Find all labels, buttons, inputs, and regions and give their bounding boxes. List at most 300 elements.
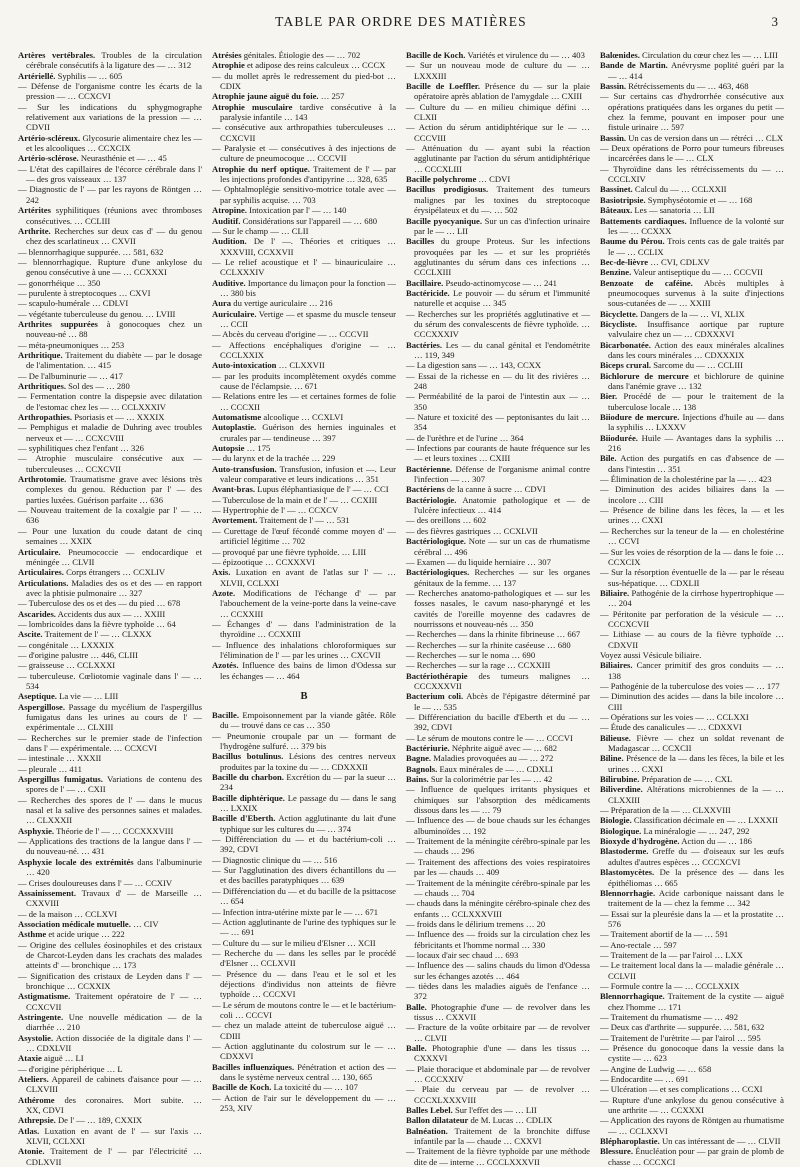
index-entry: — Sur certains cas d'hydrorrhée consécutive aux opérations pratiquées dans les organes du petit — chez la femme, pouvant en imposer pour une fistule urinaire … 597 xyxy=(600,91,784,133)
page-reference: CDXXVI xyxy=(708,722,742,733)
entry-text: — Péritonite par perforation de la vésicule — xyxy=(600,608,772,619)
page-reference: 415 xyxy=(98,360,112,371)
index-entry: Auto-intoxication … CLXXVII xyxy=(212,360,325,371)
index-entry: Artérites syphilitiques (réunions avec thromboses consécutives. … CCLIII xyxy=(18,205,202,226)
index-entry: — Présence du — dans l'eau et le sol et les déjections d'individus non atteints de fièvre typhoïde … CCCXVI xyxy=(212,968,396,1000)
entry-text: — Abcès du cerveau d'origine — xyxy=(212,329,327,340)
index-entry: Artério-scléreux. Glycosurie alimentaire chez les — et les alcooliques … CCXCIX xyxy=(18,132,202,154)
entry-text: — Traitement de la — par l'airol xyxy=(600,949,713,960)
entry-text: à gonocoques chez un nouveau-né xyxy=(26,318,202,340)
index-entry: Atropine. Intoxication par l' — … 140 xyxy=(212,205,347,216)
page-reference: 143 xyxy=(294,112,308,123)
page-reference: CLXXXII xyxy=(36,815,73,826)
index-entry: Aura du vertige auriculaire … 216 xyxy=(212,298,333,309)
entry-heading: Articulaire. xyxy=(18,546,61,557)
page-reference: CCXCV xyxy=(308,505,339,516)
index-entry: Blennorrhagique. Traitement de la cystite — aiguë chez l'homme … 171 xyxy=(600,991,785,1012)
index-entry: Atrophie du nerf optique. Traitement de l' — par les injections profondes d'antipyrine … 328, 635 xyxy=(212,163,397,185)
page-reference: 312 xyxy=(178,60,192,71)
index-entry: Ascite. Traitement de l' — … CLXXX xyxy=(18,629,152,640)
page-reference: 326 xyxy=(131,443,144,454)
entry-text: — par les produits incomplètement oxydés comme cause de l'éclampsie. xyxy=(212,370,396,391)
page-reference: 241 xyxy=(544,277,557,288)
entry-text: Présence du — sur la plaie opératoire après ablation de l'amygdale xyxy=(414,81,590,102)
index-entry: Asphyxie locale des extrémités dans l'albuminurie … 420 xyxy=(18,856,202,878)
index-entry: — Étude des canalicules — … CDXXVI xyxy=(600,722,742,733)
entry-text: — Le traitement local dans la — maladie générale xyxy=(600,960,774,971)
page-reference: 119, 349 xyxy=(424,349,455,360)
entry-heading: Ataxie xyxy=(18,1053,42,1064)
entry-text: Rétrécissements du — xyxy=(628,81,706,92)
entry-text: — Traitement de la méningite cérébro-spinale par les — chauds xyxy=(406,836,590,857)
page-reference: 64 xyxy=(167,618,176,629)
page-reference: CCCXXIV xyxy=(424,1074,464,1085)
entry-text: — Recherches des spores de l' — dans le mucus nasal et la salive des personnes saines et malades. xyxy=(18,794,202,816)
index-entry: Bassin. Rétrécissements du — … 463, 468 xyxy=(600,81,749,92)
index-entry: — par les produits incomplètement oxydés comme cause de l'éclampsie. … 671 xyxy=(212,370,396,391)
page-reference: CCCXCI xyxy=(643,1156,676,1167)
page-reference: 234 xyxy=(220,782,233,793)
entry-heading: Atrophie musculaire xyxy=(212,101,293,112)
page-reference: CCLXXXIV xyxy=(121,401,166,412)
page-reference: CCCXCVI xyxy=(702,856,741,867)
entry-text: Sol des — xyxy=(68,381,104,391)
entry-heading: Assainissement. xyxy=(18,887,77,898)
page-reference: 392, CDVI xyxy=(414,722,453,733)
page-reference: CCXCVI xyxy=(124,743,157,754)
index-entry: — Présence de biline dans les fèces, la — et les urines … CXXI xyxy=(600,505,784,526)
entry-text: Eaux minérales de — xyxy=(439,763,514,774)
index-entry: Biologie. Classification décimale en — … LXXXII xyxy=(600,815,778,826)
index-entry: Balnéation. Traitement de la bronchite diffuse infantile par la — chaude … CXXVI xyxy=(406,1125,590,1147)
page-reference: 492 xyxy=(725,1011,738,1022)
entry-text: Glycosurie alimentaire chez les — et les alcooliques xyxy=(26,132,202,154)
index-entry: — Pour une luxation du coude datant de cinq semaines … XXIX xyxy=(18,525,202,547)
index-entry: Aspergillus fumigatus. Variations de contenu des spores de l' — … CXII xyxy=(18,774,202,795)
entry-text: — végétante tuberculeuse du genou. xyxy=(18,308,144,319)
entry-text: Considérations sur l'appareil — xyxy=(242,215,352,226)
entry-text: Cancer primitif des gros conduits — xyxy=(636,660,772,671)
entry-text: Traumatisme grave avec lésions très complexes du genou. Réduction par l' — des parties luxées. Guérison parfaite xyxy=(26,474,202,505)
entry-text: — Essai sur la pleurésie dans la — et la prostatite xyxy=(600,908,774,919)
page-reference: 42 xyxy=(543,774,553,785)
page-reference: CCLXVI xyxy=(85,908,118,919)
index-entry: Bactériologique. Note — sur un cas de rhumatisme cérébral … 496 xyxy=(406,536,590,557)
index-entry: Avortement. Traitement de l' — … 531 xyxy=(212,515,350,526)
index-entry: Atrophie et adipose des reins calculeux … CCCX xyxy=(212,60,386,71)
page-reference: 531 xyxy=(336,515,350,526)
entry-text: et acide urique xyxy=(48,929,99,940)
page-reference: 602 xyxy=(473,515,487,526)
page-reference: CCLIII xyxy=(84,215,111,226)
index-entry: — congénitale … LXXXIX xyxy=(18,639,115,650)
entry-heading: Bains. xyxy=(406,774,429,785)
index-entry: — Examen — du liquide herniaire … 307 xyxy=(406,556,551,567)
entry-heading: Biline. xyxy=(600,753,624,764)
page-reference: CLXXX xyxy=(121,629,152,640)
entry-text: — Signification des cristaux de Leyden dans l' — bronchique xyxy=(18,970,202,991)
entry-text: alcoolique xyxy=(263,412,300,423)
index-entry: — gonorrhéique … 350 xyxy=(18,277,101,288)
page-reference: 210 xyxy=(67,1022,80,1033)
entry-text: Pneumococcie — endocardique et méningée xyxy=(26,546,202,567)
index-entry: Bichlorure de mercure et bichlorure de quinine dans l'anémie grave … 132 xyxy=(600,370,784,391)
page-reference: 222 xyxy=(111,929,125,940)
page-reference: CCXXXVI xyxy=(275,556,315,567)
page-reference: CCVI xyxy=(618,536,640,547)
entry-text: — Traitement du rhumatisme — xyxy=(600,1011,713,1022)
entry-text: Traitement de l' — xyxy=(259,515,324,526)
entry-text: Les — du canal génital et l'endométrite xyxy=(445,339,590,350)
entry-text: — Recherches — sur la rage xyxy=(406,660,506,671)
entry-heading: Avant-bras. xyxy=(212,484,256,495)
entry-heading: Bassin. xyxy=(600,81,627,92)
index-entry: Balle. Photographie d'une — de revolver dans les tissus … CXXVII xyxy=(406,1001,590,1022)
index-entry: — Défense de l'organisme contre les écarts de la pression — … CCXCVI xyxy=(18,81,202,102)
index-entry: Bacterium coli. Abcès de l'épigastre déterminé par le — … 535 xyxy=(406,691,591,712)
index-entry: — Origine des cellules éosinophiles et des cristaux de Charcot-Leyden dans les crachats des malades atteints d' — bronchique … 173 xyxy=(18,939,202,971)
page-reference: 253, XIV xyxy=(220,1103,253,1114)
index-entry: Arthritiques. Sol des — … 280 xyxy=(18,381,130,391)
index-entry: — Recherches — sur le noma … 690 xyxy=(406,649,536,660)
page-reference: 248 xyxy=(414,381,427,391)
page-reference: 605 xyxy=(109,70,123,81)
index-column-2 xyxy=(212,50,397,1114)
entry-heading: Aura xyxy=(212,298,232,309)
entry-text: La toxicité du — xyxy=(273,1082,333,1093)
entry-heading: Bicyclette. xyxy=(600,308,638,319)
entry-heading: Bactéries. xyxy=(406,339,443,350)
entry-text: Action agglutinante du lait d'une typhique sur les cultures du — xyxy=(220,813,396,834)
index-entry: Balles Lebel. Sur l'effet des — … LII xyxy=(406,1105,537,1116)
page-reference: CDVI xyxy=(524,484,546,495)
page-reference: CCXCVII xyxy=(85,463,122,474)
entry-text: — froids dans le délirium tremens xyxy=(406,918,524,929)
page-reference: CIII xyxy=(649,494,664,505)
index-entry: — Thyroïdine dans les rétrécissements du — … CCCLXIV xyxy=(600,163,784,185)
page-reference: 502 xyxy=(504,205,518,216)
page-reference: 446, CLIII xyxy=(101,649,138,660)
index-entry: Bier. Procédé de — pour le traitement de la tuberculose locale … 138 xyxy=(600,391,785,412)
entry-text: Traitement de la bronchite diffuse infantile par la — chaude xyxy=(414,1125,590,1147)
entry-text: Traitement des tumeurs malignes par les toxines du streptocoque érysipélateux et du —. xyxy=(414,184,590,216)
page-reference: CCCLXIII xyxy=(414,267,452,278)
entry-heading: Auditive. xyxy=(212,277,246,288)
page-reference: 639 xyxy=(331,875,345,886)
index-entry: — Infection intra-utérine mixte par le — … 671 xyxy=(212,906,379,917)
page-reference: LXXXV xyxy=(655,422,687,433)
entry-heading: Bacillus botulinus. xyxy=(212,751,284,762)
page-reference: XXXVIII, CCXXVII xyxy=(220,246,294,257)
entry-text: — Diminution des acides — dans la bile incolore xyxy=(600,691,773,702)
entry-text: — Atténuation du — ayant subi la réaction agglutinante par l'action du sérum antidiphtérique xyxy=(406,143,590,164)
entry-heading: Azotés. xyxy=(212,660,239,671)
page-reference: CDLVI xyxy=(102,298,129,309)
entry-heading: Arthrotomie. xyxy=(18,474,67,485)
index-entry: Balœnides. Circulation du cœur chez les — … LIII xyxy=(600,50,778,60)
page-reference: CCXIII xyxy=(351,494,378,505)
index-entry: — Plaie du cerveau par — de revolver … CCCXLXXXVIII xyxy=(406,1084,590,1105)
entry-heading: Bichlorure de mercure xyxy=(600,370,689,381)
entry-text: — blennorrhagique. Rupture d'une ankylose du genou consécutive à une — xyxy=(18,256,202,278)
entry-heading: Autopsie xyxy=(212,443,245,454)
entry-text: — Essai de la richesse en — du lit des rivières xyxy=(406,370,579,381)
page-reference: 411 xyxy=(69,763,82,774)
entry-text: — Perméabilité de la paroi de l'intestin aux — xyxy=(406,391,578,402)
entry-text: — locaux d'air sec chaud xyxy=(406,949,493,960)
entry-heading: Auto-transfusion. xyxy=(212,463,277,474)
page-reference: 665 xyxy=(664,877,678,888)
index-entry: — Recherches sur les propriétés agglutinative et — du sérum des convalescents de fièvre typhoïde. … CCCXXXIV xyxy=(406,308,590,340)
entry-text: Dangers de la — xyxy=(640,308,699,319)
page-reference: 392, CDVI xyxy=(220,844,259,855)
page-reference: CCXCIX xyxy=(608,556,641,567)
entry-heading: Aseptique. xyxy=(18,691,57,702)
index-entry: Ateliers. Appareil de cabinets d'aisance pour — … CLXVIII xyxy=(18,1074,202,1095)
page-reference: 186 xyxy=(739,836,752,847)
entry-heading: Bicarbonatée. xyxy=(600,339,651,350)
entry-text: Recherches sur deux cas d' — du genou chez des scarlatineux xyxy=(26,225,202,247)
index-entry: — Formule contre la — … CCCLXXIX xyxy=(600,980,740,991)
index-entry: — Sur les voies de résorption de la — dans le foie … CCXCIX xyxy=(600,546,784,567)
entry-text: — du larynx et de la trachée xyxy=(212,453,310,464)
entry-text: — pleurale xyxy=(18,763,57,774)
page-reference: 691 xyxy=(241,927,255,938)
index-entry: Bagnols. Eaux minérales de — … CDXLI xyxy=(406,763,553,774)
entry-text: — Pathogénie de la tuberculose des voies — xyxy=(600,680,754,691)
page-reference: LIII xyxy=(764,50,778,60)
index-entry: — chez un malade atteint de tuberculose aiguë … CDIII xyxy=(212,1020,396,1041)
entry-heading: Bactériologie. xyxy=(406,494,457,505)
entry-heading: Atrésies xyxy=(212,50,242,60)
entry-text: — Recherche du — dans les selles par le procédé d'Elsner xyxy=(212,947,396,969)
index-entry: — Deux opérations de Porro pour tumeurs fibreuses incarcérées dans le — … CLX xyxy=(600,143,784,164)
page-reference: CCLXXXIV xyxy=(220,267,265,278)
entry-heading: Asthme xyxy=(18,929,47,940)
entry-heading: Bacille d'Eberth. xyxy=(212,813,276,824)
entry-heading: Biiodurée. xyxy=(600,432,638,443)
entry-heading: Automatisme xyxy=(212,412,262,423)
entry-text: — Relations entre les — et certaines formes de folie xyxy=(212,391,396,402)
entry-text: — Action agglutinante de l'urine des typhiques sur le — xyxy=(212,916,396,938)
entry-text: — Application des rayons de Röntgen au rhumatisme — xyxy=(600,1115,785,1136)
index-entry: — Action du sérum antidiphtérique sur le — … CCCVIII xyxy=(406,122,590,143)
entry-text: Transfusion, infusion et —. Leur valeur comparative et leurs indications xyxy=(220,463,396,485)
entry-text: Calcul du — xyxy=(634,184,679,195)
index-entry: — Sur le champ — … CLII xyxy=(212,225,309,236)
entry-text: — Affections encéphaliques d'origine — xyxy=(212,339,379,350)
page-reference: 140 xyxy=(333,205,347,216)
entry-heading: Ascarides. xyxy=(18,608,56,619)
page-reference: 364 xyxy=(510,432,524,443)
index-entry: Bassinet. Calcul du — … CCLXXII xyxy=(600,184,727,195)
page-reference: 242 xyxy=(26,194,39,205)
page-reference: 658 xyxy=(698,1063,712,1074)
index-entry: — Deux cas d'arthrite — suppurée. … 581, 632 xyxy=(600,1022,765,1033)
page-reference: 680 xyxy=(364,215,378,226)
page-reference: 654 xyxy=(230,896,244,907)
index-entry: Bâteaux. Les — sanatoria … LII xyxy=(600,205,715,216)
page-reference: CCXI xyxy=(742,1084,763,1095)
entry-text: Fièvre — chez un soldat revenant de Madagascar xyxy=(608,732,784,754)
page-reference: CDXLII xyxy=(670,577,700,588)
index-entry: — Influence des — salins chauds du limon d'Odessa sur les échanges azotés … 464 xyxy=(406,960,590,981)
index-column-1 xyxy=(18,50,203,1167)
entry-text: — congénitale xyxy=(18,639,69,650)
index-entry: Bactériurie. Néphrite aiguë avec — … 682 xyxy=(406,743,558,754)
index-entry: — froids dans le délirium tremens … 20 xyxy=(406,918,546,929)
page-reference: CCLXXXVIII xyxy=(451,908,502,919)
entry-text: Sur un cas d'infection urinaire par le — xyxy=(414,215,590,236)
entry-heading: Bactériens xyxy=(406,484,445,495)
page-reference: 45 xyxy=(158,153,167,164)
index-entry: — d'origine palustre … 446, CLIII xyxy=(18,649,138,660)
page-reference: CLXXVIII xyxy=(692,805,731,816)
entry-text: — Deux cas d'arthrite — suppurée. xyxy=(600,1022,722,1033)
entry-text: — Recherches anatomo-pathologiques et — sur les fosses nasales, le cavum naso-pharyngé et les cavités de l'oreille moyenne des cadavres de nourrissons et nouveau-nés xyxy=(406,587,590,629)
index-entry: — graisseuse … CCLXXXI xyxy=(18,660,116,671)
entry-text: — Diminution des acides biliaires dans la — incolore xyxy=(600,484,784,505)
entry-heading: Atlas. xyxy=(18,1125,40,1136)
index-entry: — Traitement de la méningite cérébro-spinale par les — chauds … 704 xyxy=(406,877,590,898)
entry-text: — Pour une luxation du coude datant de cinq semaines xyxy=(18,525,202,547)
entry-text: Pathogénie de la cirrhose hypertrophique — xyxy=(631,587,785,598)
index-entry: — de l'urèthre et de l'urine … 364 xyxy=(406,432,524,443)
page-reference: CCCXXXVII xyxy=(414,680,462,691)
entry-text: Un cas intéressant de — xyxy=(661,1136,746,1147)
entry-text: — Traitement des affections des voies respiratoires par les — chauds xyxy=(406,856,590,878)
index-entry: — Lithiase — au cours de la fièvre typhoïde … CDXVII xyxy=(600,629,784,650)
entry-heading: Atrophie du nerf optique. xyxy=(212,163,310,174)
page-reference: CCXCVII xyxy=(26,1001,62,1012)
page-reference: 20 xyxy=(536,918,546,929)
entry-text: Accidents dus aux — xyxy=(57,608,132,619)
entry-heading: Auriculaire. xyxy=(212,308,257,319)
entry-text: — Fracture de la voûte orbitaire par — de revolver xyxy=(406,1022,590,1033)
page-reference: XCII xyxy=(357,937,376,948)
index-entry: Ataxie aiguë … LI xyxy=(18,1053,84,1064)
entry-text: — Traitement de la méningite cérébro-spinale par les — chauds xyxy=(406,877,590,898)
page-reference: CCCVI xyxy=(546,732,573,743)
index-entry: Auriculaire. Vertige — et spasme du muscle tenseur … CCII xyxy=(212,308,396,329)
entry-heading: Bâteaux. xyxy=(600,205,633,216)
entry-text: Variétés et virulence du — xyxy=(467,50,560,60)
page-reference: CCCLXXIX xyxy=(220,349,264,360)
page-reference: CLVII xyxy=(758,1136,781,1147)
page-reference: 296 xyxy=(461,846,475,857)
page-reference: L xyxy=(117,1063,123,1074)
entry-text: — Présence de biline dans les fèces, la — et les urines xyxy=(600,505,784,526)
index-entry: Biliaires. Cancer primitif des gros conduits — … 138 xyxy=(600,660,784,681)
entry-heading: Bacillus prodigiosus. xyxy=(406,184,489,195)
page-reference: 189, CXXIX xyxy=(97,1115,143,1126)
index-entry: Asthme et acide urique … 222 xyxy=(18,929,125,940)
index-entry: Artériellé. Syphilis — … 605 xyxy=(18,70,123,81)
index-entry: Bacille d'Eberth. Action agglutinante du lait d'une typhique sur les cultures du — … 374 xyxy=(212,813,396,834)
entry-text: Guérison des hernies inguinales et crurales par — tendineuse xyxy=(220,422,396,443)
index-entry: — Perméabilité de la paroi de l'intestin aux — … 350 xyxy=(406,391,590,412)
index-entry: Arthritique. Traitement du diabète — par le dosage de l'alimentation. … 415 xyxy=(18,349,202,371)
page-reference: CCCVII xyxy=(733,267,763,278)
page-reference: 464 xyxy=(286,670,300,681)
entry-text: Passage du mycélium de l'aspergillus fumigatus dans les urines au cours de l' — expérimentale xyxy=(26,701,203,733)
index-entry: — Angine de Ludwig — … 658 xyxy=(600,1063,712,1074)
page-reference: CCLXVII xyxy=(260,958,296,969)
page-reference: 330 xyxy=(532,939,546,950)
index-entry: — scapulo-humérale … CDLVI xyxy=(18,298,129,309)
entry-heading: Baume du Pérou. xyxy=(600,236,665,247)
index-entry: — lombricoïdes dans la fièvre typhoïde … 64 xyxy=(18,618,176,629)
entry-heading: Blépharoplastie. xyxy=(600,1136,660,1147)
page-reference: 403 xyxy=(571,50,585,60)
entry-heading: Auditif. xyxy=(212,215,241,226)
index-entry: Bicycliste. Insuffisance aortique par rupture valvulaire chez un — … CDXXXVI xyxy=(600,318,785,340)
page-reference: CCLIX xyxy=(637,246,664,257)
entry-text: — Crises douloureuses dans l' — xyxy=(18,877,133,888)
index-entry: — intestinale … XXXII xyxy=(18,753,102,764)
page-reference: XXIX xyxy=(70,536,92,547)
entry-text: — des oreillons xyxy=(406,515,461,526)
entry-heading: Bactérienne. xyxy=(406,463,453,474)
entry-text: — Thyroïdine dans les rétrécissements du — xyxy=(600,163,771,174)
page-reference: XXXII xyxy=(76,753,102,764)
entry-text: Sur la colorimétrie par les — xyxy=(430,774,531,785)
index-entry: — Recherches sur le premier stade de l'infection dans l' — expérimentale. … CCXCVI xyxy=(18,732,202,754)
page-reference: 591 xyxy=(715,929,729,940)
page-reference: CDXVII xyxy=(608,639,639,650)
index-entry: — syphilitiques chez l'enfant … 326 xyxy=(18,443,144,454)
index-entry: — Tuberculose de la main et de l' — … CCXIII xyxy=(212,494,378,505)
index-entry: — Application des rayons de Röntgen au rhumatisme — … CCLXXVI xyxy=(600,1115,785,1136)
entry-text: — Applications des tractions de la langue dans l' — du nouveau-né. xyxy=(18,836,202,857)
page-number: 3 xyxy=(771,14,778,29)
entry-heading: Blessure. xyxy=(600,1146,634,1157)
entry-text: Excrétion du — par la sueur xyxy=(286,772,385,783)
index-entry: — L'état des capillaires de l'écorce cérébrale dans l' — des gros vaisseaux … 137 xyxy=(18,163,202,185)
entry-text: Théorie de l' — xyxy=(56,825,110,836)
page-reference: CCXCVIII xyxy=(85,432,124,443)
entry-heading: Bacille de Loeffler. xyxy=(406,81,480,92)
index-entry: — Traitement du rhumatisme — … 492 xyxy=(600,1011,738,1022)
entry-text: — épizootique xyxy=(212,556,263,567)
index-entry: Atlas. Luxation en avant de l' — sur l'axis … XLVII, CCLXXI xyxy=(18,1125,202,1147)
page-reference: CCXXX xyxy=(641,225,672,236)
index-entry: Bacille polychrome … CDVI xyxy=(406,174,511,185)
page-reference: 680 xyxy=(557,639,571,650)
index-entry: Athérome des coronaires. Mort subite. … XX, CDVI xyxy=(18,1094,203,1116)
page-reference: CCCXLXXXVIII xyxy=(414,1094,477,1105)
entry-heading: Bacille diphtérique. xyxy=(212,792,285,803)
page-reference: 682 xyxy=(544,743,558,754)
index-entry: — Ophtalmoplégie sensitivo-motrice totale avec — par syphilis acquise. … 703 xyxy=(212,184,396,205)
page-reference: 397 xyxy=(322,432,336,443)
entry-heading: Bicycliste. xyxy=(600,318,637,329)
entry-heading: Biologique. xyxy=(600,825,642,836)
entry-text: du groupe Proteus. Sur les infections provoquées par les — et sur les propriétés agglutinantes du sérum dans ces infections xyxy=(414,236,590,267)
entry-heading: Arthrite. xyxy=(18,225,51,236)
entry-text: de la canne à sucre xyxy=(446,484,512,495)
page-reference: CXXI xyxy=(641,763,663,774)
entry-heading: Athérome xyxy=(18,1094,55,1105)
entry-text: Énucléation pour — par grain de plomb de chasse xyxy=(608,1146,784,1167)
entry-text: Maladies des os et des — en rapport avec la phtisie pulmonaire xyxy=(26,577,202,598)
page-reference: XXIII xyxy=(689,298,711,309)
page-reference: 107 xyxy=(344,1082,358,1093)
index-entry: — de la maison … CCLXVI xyxy=(18,908,118,919)
index-entry: — Nouveau traitement de la coxalgie par l' — … 636 xyxy=(18,505,202,526)
index-entry: — Traitement abortif de la — … 591 xyxy=(600,929,729,940)
page-reference: 693 xyxy=(505,949,519,960)
